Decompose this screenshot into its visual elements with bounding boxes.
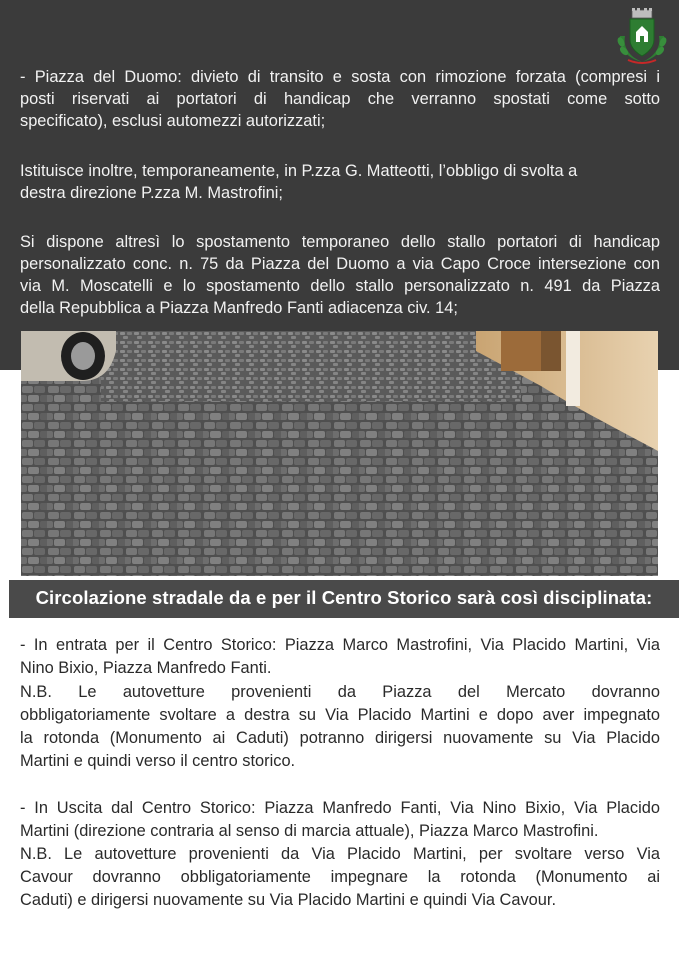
text-line: - In entrata per il Centro Storico: Piazza Marco Mastrofini, Via Placido Martini, Via bbox=[20, 636, 660, 654]
uscita-note bbox=[20, 843, 660, 912]
paragraph-duomo bbox=[20, 66, 660, 132]
text-line: Istituisce inoltre, temporaneamente, in P.zza G. Matteotti, l’obbligo di svolta a bbox=[20, 162, 578, 180]
banner-title: Circolazione stradale da e per il Centro Storico sarà così disciplinata: bbox=[35, 587, 653, 608]
text-line: - Piazza del Duomo: divieto di transito e sosta con rimozione forzata (compresi i bbox=[20, 68, 660, 86]
text-line: Cavour dovranno obbligatoriamente impegnare la rotonda (Monumento ai bbox=[20, 868, 660, 886]
municipal-crest-icon bbox=[612, 6, 672, 66]
text-line: della Repubblica a Piazza Manfredo Fanti adiacenza civ. 14; bbox=[20, 299, 458, 317]
text-line: N.B. Le autovetture provenienti da Via Placido Martini, per svoltare verso Via bbox=[20, 845, 660, 863]
section-banner bbox=[9, 580, 679, 618]
text-line: Nino Bixio, Piazza Manfredo Fanti. bbox=[20, 659, 272, 677]
text-line: specificato), esclusi automezzi autorizzati; bbox=[20, 112, 326, 130]
text-line: Si dispone altresì lo spostamento temporaneo dello stallo portatori di handicap bbox=[20, 233, 660, 251]
text-line: personalizzato conc. n. 75 da Piazza del Duomo a via Capo Croce intersezione con bbox=[20, 255, 660, 273]
paragraph-handicap-stalls bbox=[20, 231, 660, 319]
text-line: Caduti) e dirigersi nuovamente su Via Placido Martini e quindi Via Cavour. bbox=[20, 891, 557, 909]
text-line: obbligatoriamente svoltare a destra su Via Placido Martini e dopo aver impegnato bbox=[20, 706, 660, 724]
text-line: posti riservati ai portatori di handicap che verranno spostati come sotto bbox=[20, 90, 660, 108]
text-line: destra direzione P.zza M. Mastrofini; bbox=[20, 184, 283, 202]
text-line: Martini (direzione contraria al senso di marcia attuale), Piazza Marco Mastrofini. bbox=[20, 822, 599, 840]
text-line: N.B. Le autovetture provenienti da Piazza del Mercato dovranno bbox=[20, 683, 660, 701]
entrata-route bbox=[20, 634, 660, 680]
text-line: via M. Moscatelli e lo spostamento dello stallo personalizzato n. 491 da Piazza bbox=[20, 277, 660, 295]
text-line: la rotonda (Monumento ai Caduti) potranno dirigersi nuovamente su Via Placido bbox=[20, 729, 660, 747]
uscita-route bbox=[20, 797, 660, 843]
paragraph-matteotti bbox=[20, 160, 660, 204]
text-line: Martini e quindi verso il centro storico. bbox=[20, 752, 296, 770]
text-line: - In Uscita dal Centro Storico: Piazza Manfredo Fanti, Via Nino Bixio, Via Placido bbox=[20, 799, 660, 817]
cobblestone-street-photo bbox=[21, 331, 658, 576]
entrata-note bbox=[20, 681, 660, 773]
